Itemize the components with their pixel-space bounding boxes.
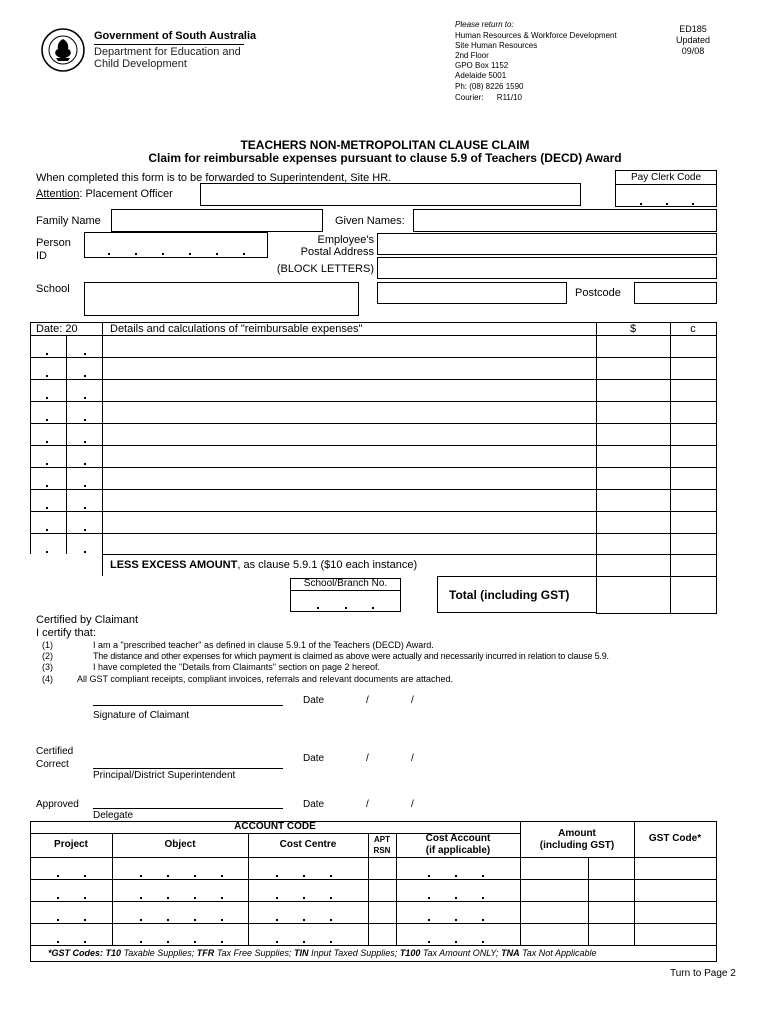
family-name-label: Family Name (36, 215, 101, 227)
col-date-header: Date: 20 (36, 323, 78, 335)
person-id-label-1: Person (36, 237, 71, 249)
tick-mark (455, 897, 457, 899)
tick-mark (46, 441, 48, 443)
tick-mark (84, 397, 86, 399)
tick-mark (140, 897, 142, 899)
pay-clerk-code-label: Pay Clerk Code (630, 172, 702, 183)
tick-mark (167, 919, 169, 921)
date-slash: / (411, 695, 414, 706)
expense-row[interactable] (30, 445, 716, 467)
tick-mark (140, 875, 142, 877)
given-names-field[interactable] (413, 209, 717, 232)
gst-code-t10-desc: Taxable Supplies; (123, 948, 195, 958)
certify-item-text: I am a "prescribed teacher" as defined in clause 5.9.1 of the Teachers (DECD) Award. (93, 640, 434, 650)
tick-mark (84, 463, 86, 465)
tick-mark (243, 253, 245, 255)
person-id-label-2: ID (36, 250, 47, 262)
tick-mark (84, 375, 86, 377)
col-dollars-header: $ (629, 323, 637, 335)
claimant-signature-line[interactable] (93, 705, 283, 706)
expense-row[interactable] (30, 357, 716, 379)
tick-mark (276, 897, 278, 899)
tick-mark (330, 897, 332, 899)
certify-item-num: (1) (42, 640, 53, 650)
delegate-label: Delegate (93, 810, 134, 821)
tick-mark (194, 941, 196, 943)
tick-mark (84, 419, 86, 421)
tick-mark (221, 875, 223, 877)
sig-claimant-label: Signature of Claimant (93, 710, 190, 721)
expense-row[interactable] (30, 335, 716, 357)
date-slash: / (366, 695, 369, 706)
tick-mark (46, 551, 48, 553)
form-code: ED185 (679, 24, 707, 34)
tick-mark (455, 875, 457, 877)
certify-intro: I certify that: (36, 627, 96, 639)
tick-mark (46, 375, 48, 377)
postal-label-3: (BLOCK LETTERS) (276, 263, 374, 275)
tick-mark (276, 919, 278, 921)
tick-mark (84, 485, 86, 487)
date-label: Date (303, 695, 325, 706)
dept-line-2: Child Development (94, 58, 187, 70)
tick-mark (46, 397, 48, 399)
tick-mark (167, 875, 169, 877)
tick-mark (46, 485, 48, 487)
expense-row[interactable] (30, 423, 716, 445)
tick-mark (167, 941, 169, 943)
certify-item-num: (3) (42, 662, 53, 672)
tick-mark (46, 353, 48, 355)
col-gst-code: GST Code* (648, 833, 702, 844)
tick-mark (482, 875, 484, 877)
col-apt: APT (374, 835, 390, 844)
return-line: Ph: (08) 8226 1590 (455, 82, 524, 91)
dept-line-1: Department for Education and (94, 46, 241, 58)
return-line: Adelaide 5001 (455, 71, 507, 80)
account-row[interactable] (30, 923, 716, 945)
tick-mark (640, 203, 642, 205)
tick-mark (135, 253, 137, 255)
tick-mark (57, 897, 59, 899)
col-project: Project (54, 839, 88, 850)
school-branch-label: School/Branch No. (303, 578, 388, 589)
person-id-field[interactable] (84, 232, 268, 258)
updated-label: Updated (675, 35, 711, 45)
gst-code-tna: TNA (501, 948, 520, 958)
expense-row[interactable] (30, 379, 716, 401)
tick-mark (57, 875, 59, 877)
date-label: Date (303, 799, 325, 810)
superintendent-field[interactable] (200, 183, 581, 206)
account-code-heading: ACCOUNT CODE (234, 821, 316, 832)
return-line: Site Human Resources (455, 41, 538, 50)
gst-codes-legend (48, 948, 596, 958)
tick-mark (303, 919, 305, 921)
attention-line (36, 188, 173, 200)
col-cost-account-1: Cost Account (425, 833, 491, 844)
col-object: Object (164, 839, 196, 850)
school-field[interactable] (84, 282, 359, 316)
tick-mark (455, 941, 457, 943)
return-line: 2nd Floor (455, 51, 489, 60)
tick-mark (428, 919, 430, 921)
approved-label: Approved (36, 799, 79, 810)
certify-item-num: (4) (42, 674, 53, 684)
postal-address-line-1[interactable] (377, 233, 717, 255)
tick-mark (57, 941, 59, 943)
date-slash: / (411, 753, 414, 764)
certified-label-2: Correct (36, 759, 69, 770)
pay-clerk-divider (615, 184, 717, 185)
total-label: Total (including GST) (449, 588, 570, 602)
gst-code-t10: T10 (105, 948, 122, 958)
less-excess-rest: , as clause 5.9.1 ($10 each instance) (237, 559, 418, 571)
gov-name: Government of South Australia (94, 30, 257, 42)
tick-mark (57, 919, 59, 921)
tick-mark (666, 203, 668, 205)
tick-mark (84, 897, 86, 899)
tick-mark (303, 897, 305, 899)
principal-label: Principal/District Superintendent (93, 770, 236, 781)
tick-mark (167, 897, 169, 899)
header-rule (94, 44, 244, 45)
expense-row[interactable] (30, 533, 716, 555)
form-subtitle: Claim for reimbursable expenses pursuant to clause 5.9 of Teachers (DECD) Award (148, 151, 622, 165)
tick-mark (482, 919, 484, 921)
tick-mark (303, 875, 305, 877)
postcode-field[interactable] (634, 282, 717, 304)
certify-item-text: The distance and other expenses for which payment is claimed as above were actually and necessarily incurred in relation to clause 5.9. (93, 651, 609, 661)
tick-mark (84, 507, 86, 509)
gst-code-t100: T100 (399, 948, 421, 958)
tick-mark (428, 875, 430, 877)
attention-text: : Placement Officer (79, 188, 173, 200)
tick-mark (84, 919, 86, 921)
tick-mark (46, 507, 48, 509)
family-name-field[interactable] (111, 209, 323, 232)
tick-mark (194, 875, 196, 877)
school-label: School (36, 283, 70, 295)
tick-mark (46, 463, 48, 465)
return-line: GPO Box 1152 (455, 61, 509, 70)
postal-address-line-2[interactable] (377, 257, 717, 279)
tick-mark (221, 897, 223, 899)
school-branch-divider (290, 590, 401, 591)
tick-mark (216, 253, 218, 255)
col-cost-account-2: (if applicable) (425, 845, 491, 856)
postal-label-1: Employee's (317, 234, 374, 246)
principal-signature-line[interactable] (93, 768, 283, 769)
account-row[interactable] (30, 879, 716, 901)
form-title: TEACHERS NON-METROPOLITAN CLAUSE CLAIM (240, 138, 530, 152)
gst-code-tfr-desc: Tax Free Supplies; (216, 948, 292, 958)
expense-row[interactable] (30, 489, 716, 511)
delegate-signature-line[interactable] (93, 808, 283, 809)
tick-mark (428, 941, 430, 943)
tick-mark (84, 441, 86, 443)
less-excess-line (110, 559, 417, 571)
tick-mark (194, 919, 196, 921)
turn-page-note: Turn to Page 2 (670, 968, 736, 979)
gst-code-tin: TIN (294, 948, 309, 958)
tick-mark (84, 875, 86, 877)
given-names-label: Given Names: (335, 215, 405, 227)
tick-mark (330, 941, 332, 943)
tick-mark (84, 529, 86, 531)
updated-date: 09/08 (681, 46, 705, 56)
tick-mark (276, 875, 278, 877)
expense-row[interactable] (30, 511, 716, 533)
account-row[interactable] (30, 901, 716, 923)
return-label: Please return to: (455, 20, 514, 29)
gst-code-tin-desc: Input Taxed Supplies; (311, 948, 398, 958)
tick-mark (46, 419, 48, 421)
col-amount-1: Amount (558, 828, 596, 839)
tick-mark (482, 897, 484, 899)
certify-item-text: I have completed the "Details from Claimants" section on page 2 hereof. (93, 662, 381, 672)
return-line: Human Resources & Workforce Development (455, 31, 617, 40)
tick-mark (372, 607, 374, 609)
account-row[interactable] (30, 857, 716, 879)
postcode-label: Postcode (575, 287, 621, 299)
tick-mark (162, 253, 164, 255)
expense-row[interactable] (30, 401, 716, 423)
less-excess-label: LESS EXCESS AMOUNT (110, 559, 238, 571)
tick-mark (455, 919, 457, 921)
attention-label: Attention (36, 188, 80, 200)
certified-heading: Certified by Claimant (36, 614, 139, 626)
tick-mark (482, 941, 484, 943)
certified-label-1: Certified (36, 746, 74, 757)
certify-item-num: (2) (42, 651, 53, 661)
postal-label-2: Postal Address (300, 246, 374, 258)
tick-mark (221, 919, 223, 921)
gst-code-tfr: TFR (196, 948, 215, 958)
sa-government-seal-icon (40, 27, 86, 73)
tick-mark (303, 941, 305, 943)
tick-mark (108, 253, 110, 255)
gst-code-tna-desc: Tax Not Applicable (522, 948, 597, 958)
col-cents-header: c (690, 323, 696, 335)
col-rsn: RSN (373, 846, 391, 855)
tick-mark (84, 551, 86, 553)
tick-mark (428, 897, 430, 899)
date-slash: / (411, 799, 414, 810)
tick-mark (194, 897, 196, 899)
tick-mark (317, 607, 319, 609)
tick-mark (692, 203, 694, 205)
col-cost-centre: Cost Centre (279, 839, 337, 850)
tick-mark (330, 875, 332, 877)
tick-mark (276, 941, 278, 943)
gst-codes-label: *GST Codes: (48, 948, 104, 958)
col-amount-2: (including GST) (539, 840, 615, 851)
tick-mark (140, 941, 142, 943)
certify-item-text: All GST compliant receipts, compliant invoices, referrals and relevant documents are attached. (77, 674, 454, 684)
tick-mark (345, 607, 347, 609)
forward-instruction: When completed this form is to be forwarded to Superintendent, Site HR. (36, 172, 392, 184)
expense-row[interactable] (30, 467, 716, 489)
tick-mark (140, 919, 142, 921)
return-line: Courier: R11/10 (455, 93, 522, 102)
col-details-header: Details and calculations of "reimbursable expenses" (110, 323, 363, 335)
tick-mark (330, 919, 332, 921)
tick-mark (84, 353, 86, 355)
tick-mark (221, 941, 223, 943)
postal-address-line-3[interactable] (377, 282, 567, 304)
tick-mark (189, 253, 191, 255)
tick-mark (84, 941, 86, 943)
date-slash: / (366, 799, 369, 810)
gst-code-t100-desc: Tax Amount ONLY; (422, 948, 499, 958)
date-slash: / (366, 753, 369, 764)
date-label: Date (303, 753, 325, 764)
tick-mark (46, 529, 48, 531)
